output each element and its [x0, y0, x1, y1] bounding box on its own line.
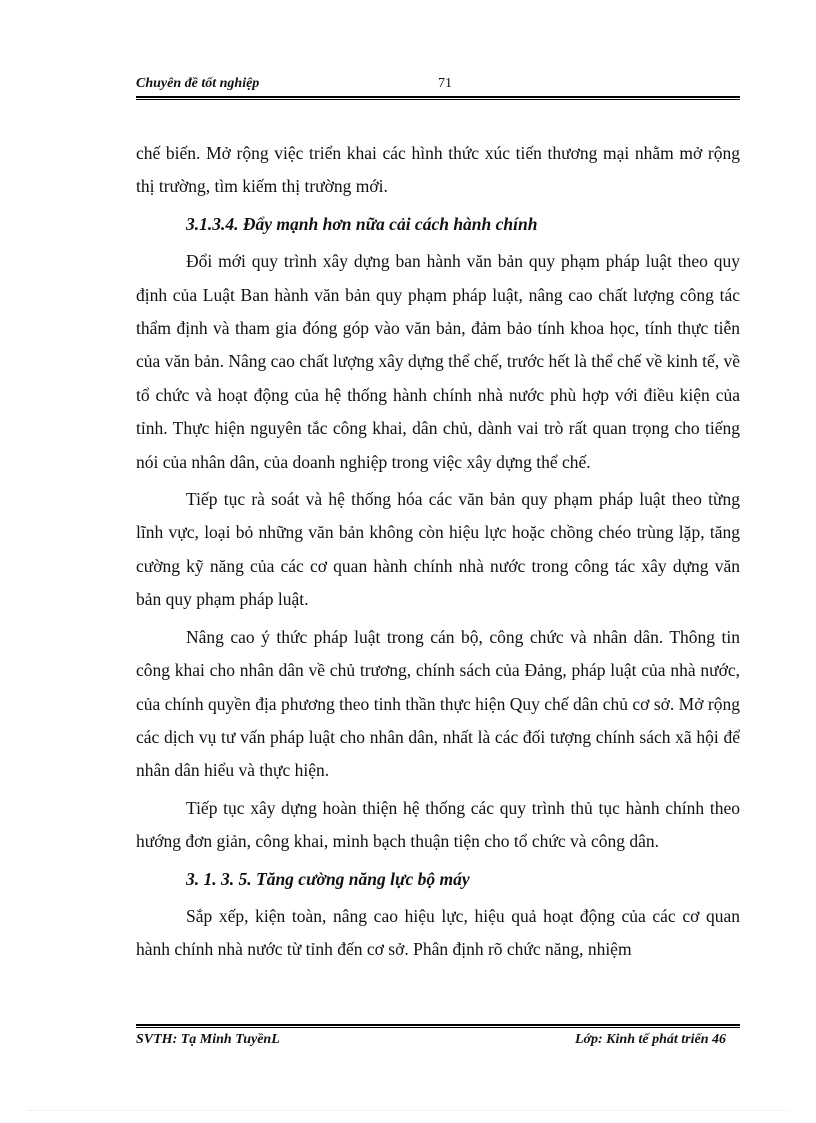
paragraph-3: Nâng cao ý thức pháp luật trong cán bộ, công chức và nhân dân. Thông tin công khai cho nhân dân về chủ trương, chính sách của Đảng, pháp luật của nhà nước, của chính quyền địa phương theo tinh thần thực hiện Quy chế dân chủ cơ sở. Mở rộng các dịch vụ tư vấn pháp luật cho nhân dân, nhất là các đối tượng chính sách xã hội để nhân dân hiểu và thực hiện.	[136, 626, 740, 781]
header-rule-thin	[136, 99, 740, 100]
paragraph-continued: chế biến. Mở rộng việc triển khai các hình thức xúc tiến thương mại nhằm mở rộng thị trường, tìm kiếm thị trường mới.	[136, 143, 740, 197]
header-rule	[136, 96, 740, 98]
footer-rule	[136, 1024, 740, 1026]
document-body	[136, 137, 740, 967]
paragraph-1: Đổi mới quy trình xây dựng ban hành văn bản quy phạm pháp luật theo quy định của Luật Ban hành văn bản quy phạm pháp luật, nâng cao chất lượng công tác thẩm định và tham gia đóng góp vào văn bản, đảm bảo tính khoa học, tính thực tiễn của văn bản. Nâng cao chất lượng xây dựng thể chế, trước hết là thể chế về kinh tế, về tổ chức và hoạt động của hệ thống hành chính nhà nước phù hợp với điều kiện của tỉnh. Thực hiện nguyên tắc công khai, dân chủ, dành vai trò rất quan trọng cho tiếng nói của nhân dân, của doanh nghiệp trong việc xây dựng thể chế.	[136, 251, 740, 472]
section-heading-3-1-3-5: 3. 1. 3. 5. Tăng cường năng lực bộ máy	[186, 868, 470, 889]
paragraph-2: Tiếp tục rà soát và hệ thống hóa các văn bản quy phạm pháp luật theo từng lĩnh vực, loại bỏ những văn bản không còn hiệu lực hoặc chồng chéo trùng lặp, tăng cường kỹ năng của các cơ quan hành chính nhà nước trong công tác xây dựng văn bản quy phạm pháp luật.	[136, 489, 740, 610]
page-footer	[136, 1032, 740, 1052]
paragraph-5: Sắp xếp, kiện toàn, nâng cao hiệu lực, hiệu quả hoạt động của các cơ quan hành chính nhà nước từ tỉnh đến cơ sở. Phân định rõ chức năng, nhiệm	[136, 905, 740, 960]
footer-student: SVTH: Tạ Minh TuyềnL	[136, 1032, 280, 1047]
section-heading-3-1-3-4: 3.1.3.4. Đẩy mạnh hơn nữa cải cách hành chính	[186, 213, 538, 234]
page-header	[136, 76, 740, 96]
footer-class: Lớp: Kinh tế phát triển 46	[574, 1032, 726, 1047]
footer-rule-thin	[136, 1027, 740, 1028]
page-edge-dotted-line	[28, 1110, 788, 1111]
header-title: Chuyên đề tốt nghiệp	[136, 76, 260, 91]
paragraph-4: Tiếp tục xây dựng hoàn thiện hệ thống các quy trình thủ tục hành chính theo hướng đơn giản, công khai, minh bạch thuận tiện cho tổ chức và công dân.	[136, 797, 740, 852]
page-number: 71	[438, 76, 452, 91]
